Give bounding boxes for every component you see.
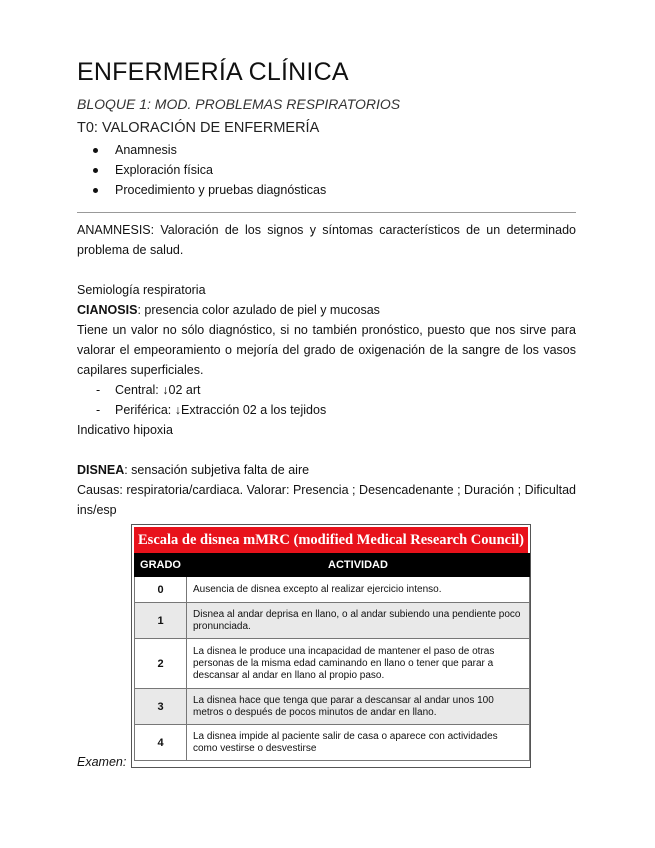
- cianosis-def: : presencia color azulado de piel y mucosas: [137, 303, 380, 317]
- mmrc-scale-image: [131, 524, 531, 768]
- column-header-grado: GRADO: [135, 554, 187, 577]
- actividad-cell: La disnea impide al paciente salir de casa o aparece con actividades como vestirse o desvestirse: [187, 725, 530, 761]
- cianosis-term: CIANOSIS: [77, 303, 138, 317]
- grado-cell: 3: [135, 689, 187, 725]
- table-row: [135, 603, 530, 639]
- horizontal-divider: [77, 212, 576, 213]
- actividad-cell: La disnea le produce una incapacidad de mantener el paso de otras personas de la misma edad caminando en llano o tener que parar a descansar al andar en llano al propio paso.: [187, 639, 530, 689]
- disnea-causas: Causas: respiratoria/cardiaca. Valorar: Presencia ; Desencadenante ; Duración ; Dificultad ins/esp: [77, 483, 576, 517]
- actividad-cell: Disnea al andar deprisa en llano, o al andar subiendo una pendiente poco pronunciada.: [187, 603, 530, 639]
- scale-title: Escala de disnea mMRC (modified Medical Research Council): [134, 527, 528, 553]
- document-subtitle: BLOQUE 1: MOD. PROBLEMAS RESPIRATORIOS: [77, 96, 401, 112]
- list-item: - Central: ↓02 art: [77, 380, 326, 400]
- grado-cell: 2: [135, 639, 187, 689]
- list-item: Anamnesis: [77, 140, 326, 160]
- cianosis-note: Indicativo hipoxia: [77, 423, 173, 437]
- grado-cell: 0: [135, 577, 187, 603]
- grado-cell: 4: [135, 725, 187, 761]
- list-item: - Periférica: ↓Extracción 02 a los tejidos: [77, 400, 326, 420]
- table-header-row: [135, 554, 530, 577]
- cianosis-paragraph: Tiene un valor no sólo diagnóstico, si no también pronóstico, puesto que nos sirve para valorar el empeoramiento o mejoría del grado de oxigenación de la sangre de los vasos capilares superficiales.: [77, 323, 576, 377]
- section-heading: T0: VALORACIÓN DE ENFERMERÍA: [77, 120, 320, 136]
- list-item: Procedimiento y pruebas diagnósticas: [77, 180, 326, 200]
- document-title: ENFERMERÍA CLÍNICA: [77, 58, 349, 86]
- cianosis-types-list: [77, 380, 326, 420]
- table-row: [135, 577, 530, 603]
- column-header-actividad: ACTIVIDAD: [187, 554, 530, 577]
- disnea-term: DISNEA: [77, 463, 125, 477]
- actividad-cell: La disnea hace que tenga que parar a descansar al andar unos 100 metros o después de pocos minutos de andar en llano.: [187, 689, 530, 725]
- examen-label: Examen:: [77, 755, 127, 769]
- mmrc-table: [134, 553, 530, 761]
- disnea-definition: [77, 460, 576, 480]
- disnea-def: : sensación subjetiva falta de aire: [124, 463, 310, 477]
- table-row: [135, 725, 530, 761]
- table-row: [135, 639, 530, 689]
- cianosis-definition: [77, 300, 576, 320]
- semiologia-heading: Semiología respiratoria: [77, 283, 206, 297]
- actividad-cell: Ausencia de disnea excepto al realizar ejercicio intenso.: [187, 577, 530, 603]
- topic-list: [77, 140, 326, 200]
- list-item: Exploración física: [77, 160, 326, 180]
- grado-cell: 1: [135, 603, 187, 639]
- anamnesis-paragraph: ANAMNESIS: Valoración de los signos y síntomas característicos de un determinado problema de salud.: [77, 223, 576, 257]
- table-row: [135, 689, 530, 725]
